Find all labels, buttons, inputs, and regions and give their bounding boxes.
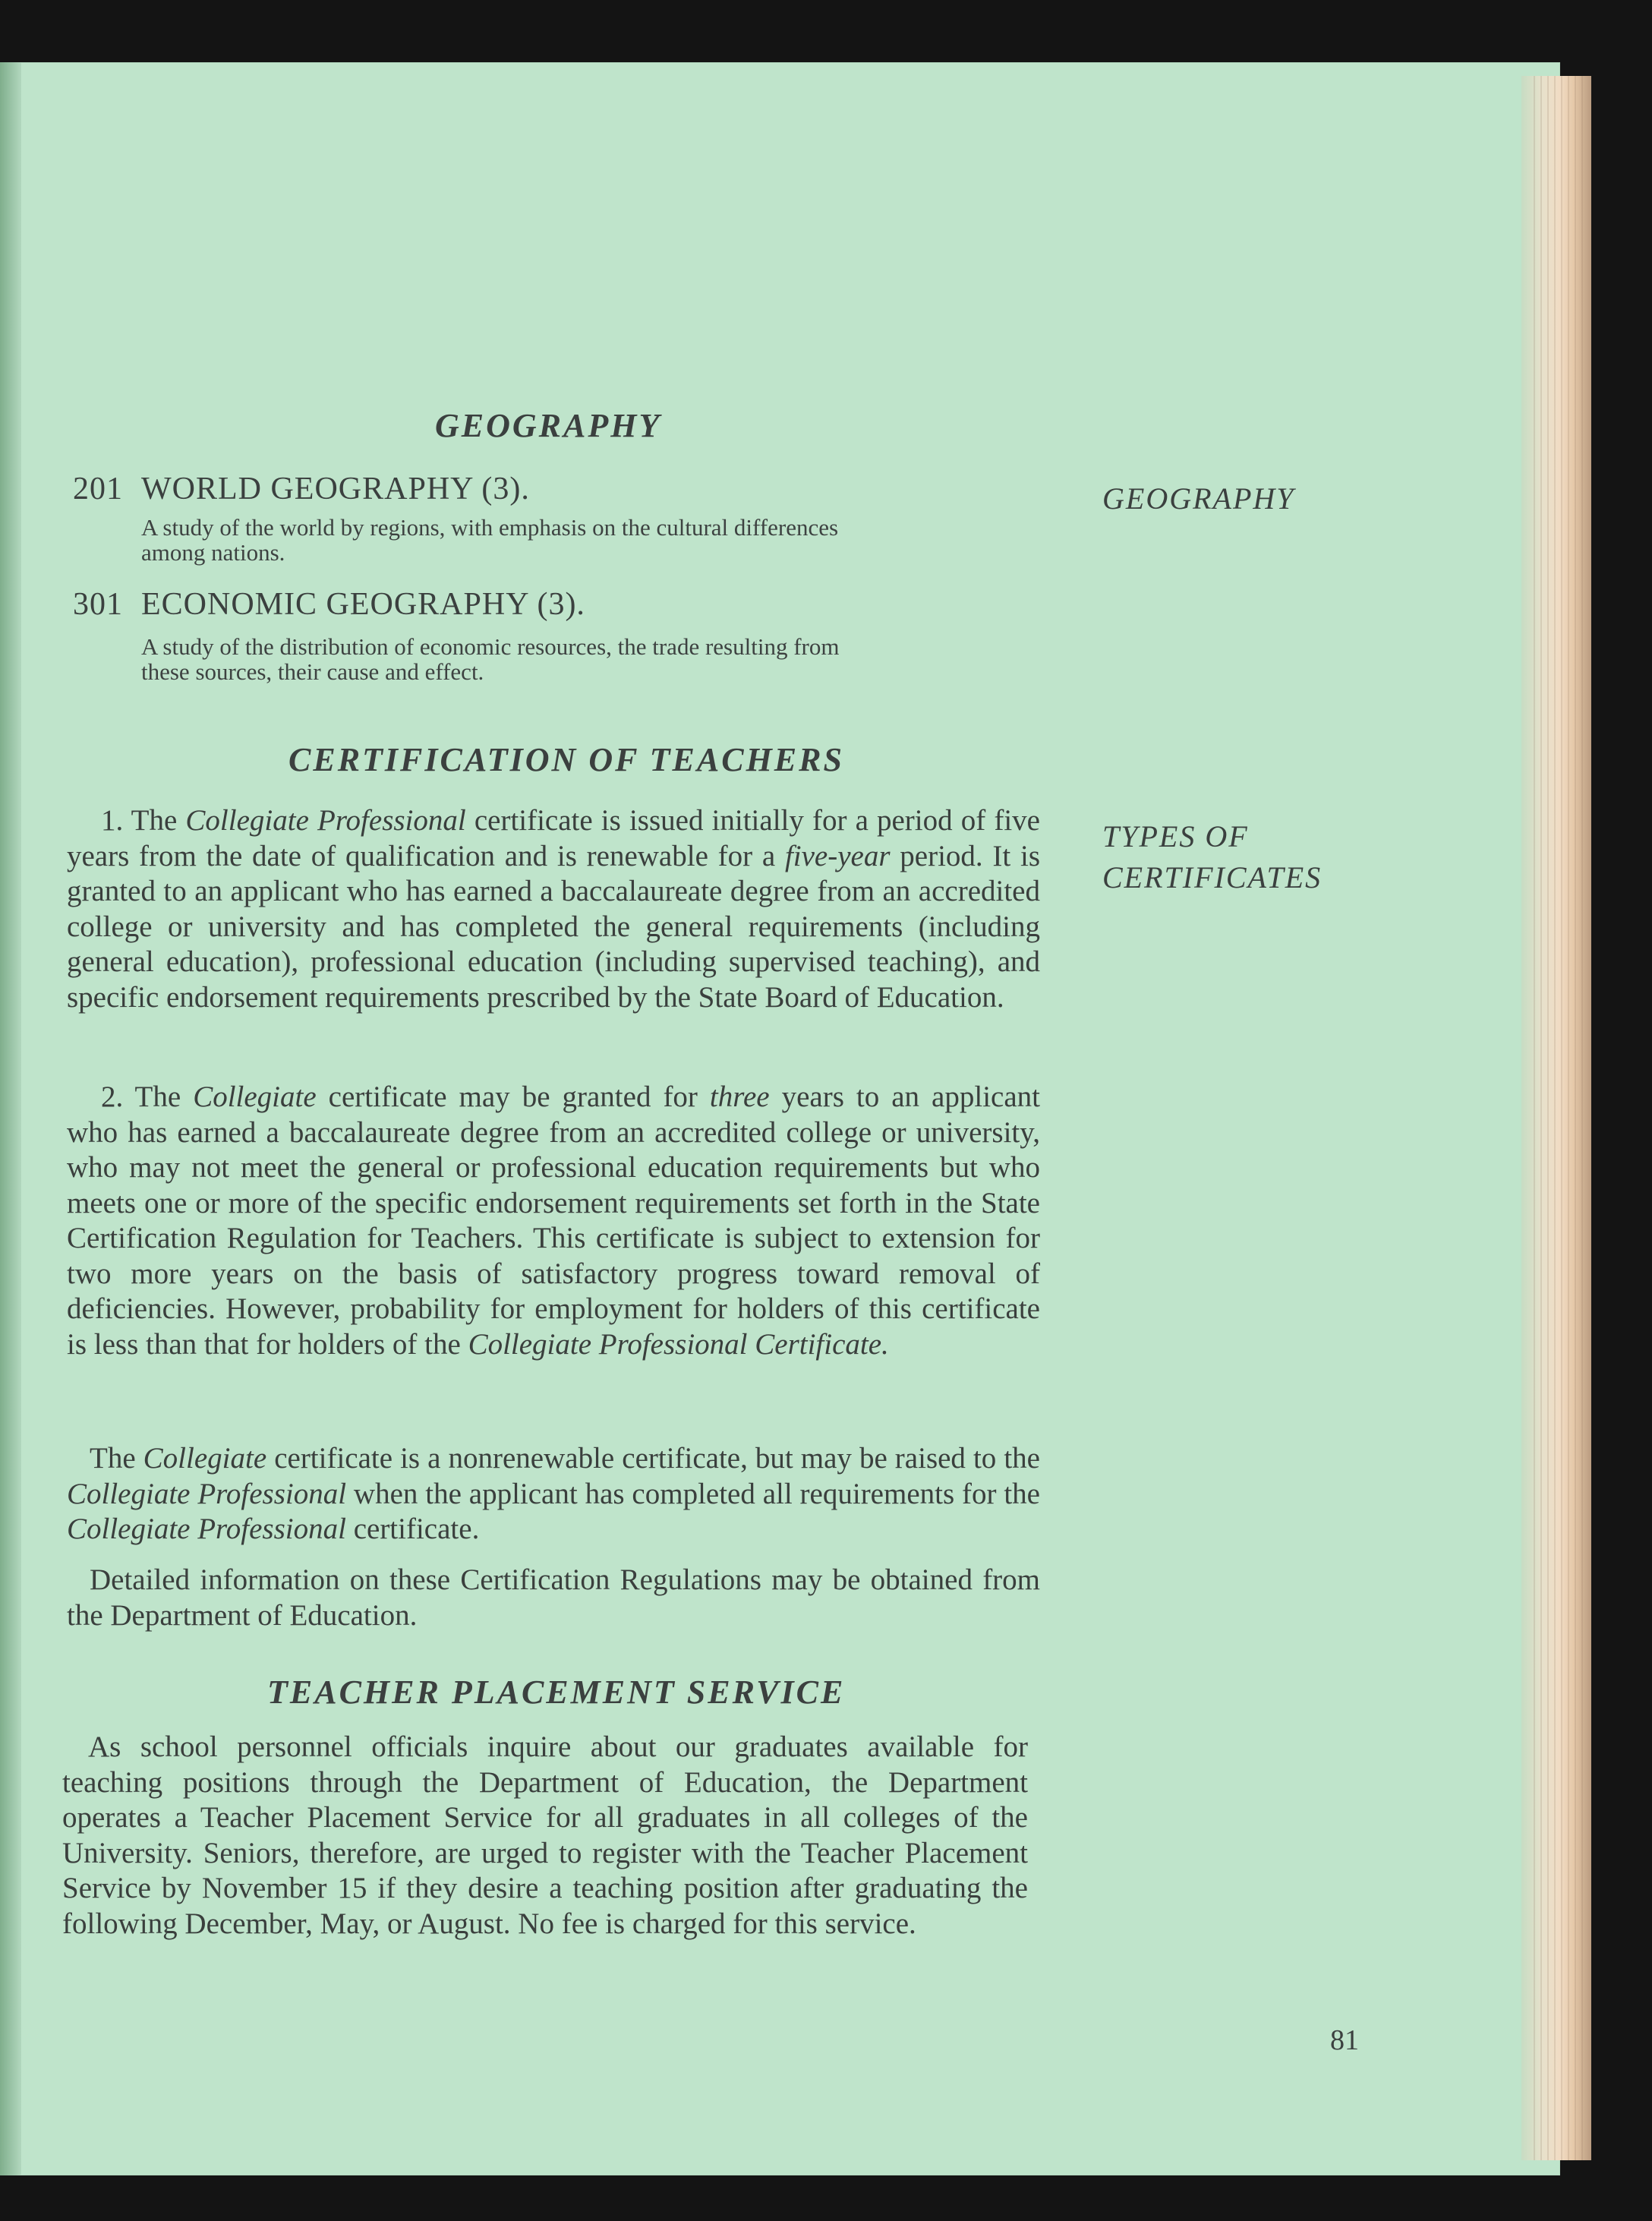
certification-paragraph-1: 1. The Collegiate Professional certificate is issued initially for a period of five years from the date of qualification and is renewable for a five-year period. It is granted to an applicant who has earned a baccalaureate degree from an accredited college or university and has completed the general requirements (including general education), professional education (including supervised teaching), and specific endorsement requirements prescribed by the State Board of Education. bbox=[67, 804, 1041, 1014]
margin-note-geography: GEOGRAPHY bbox=[1102, 481, 1295, 516]
margin-note-types-of-certificates: TYPES OF CERTIFICATES bbox=[1102, 819, 1323, 894]
course-number: 201 bbox=[73, 472, 123, 506]
certification-paragraph-2: 2. The Collegiate certificate may be granted for three years to an applicant who has earned a baccalaureate degree from an accredited college or university, who may not meet the general or professional education requirements but who meets one or more of the specific endorsement requirements set forth in the State Certification Regulation for Teachers. This certificate is subject to extension for two more years on the basis of satisfactory progress toward removal of deficiencies. However, probability for employment for holders of this certificate is less than that for holders of the Collegiate Professional Certificate. bbox=[67, 1081, 1040, 1361]
placement-paragraph: As school personnel officials inquire about our graduates available for teaching positions through the Department of Education, the Department operates a Teacher Placement Service for all graduates in all colleges of the University. Seniors, therefore, are urged to register with the Teacher Placement Service by November 15 if they desire a teaching position after graduating the following December, May, or August. No fee is charged for this service. bbox=[62, 1730, 1028, 1940]
certification-paragraph-3: The Collegiate certificate is a nonrenewable certificate, but may be raised to the Collegiate Professional when the applicant has completed all requirements for the Collegiate Professional certificate. bbox=[67, 1442, 1040, 1545]
course-title: ECONOMIC GEOGRAPHY (3). bbox=[141, 587, 585, 622]
certification-heading: CERTIFICATION OF TEACHERS bbox=[288, 741, 844, 778]
page-spine-shadow bbox=[0, 62, 21, 2175]
page-number: 81 bbox=[1330, 2024, 1359, 2056]
placement-heading: TEACHER PLACEMENT SERVICE bbox=[267, 1674, 846, 1711]
course-number: 301 bbox=[73, 587, 123, 622]
geography-heading: GEOGRAPHY bbox=[435, 407, 662, 444]
course-201-description: A study of the world by regions, with emphasis on the cultural differences among nations. bbox=[141, 514, 839, 566]
certification-paragraph-4: Detailed information on these Certification Regulations may be obtained from the Department of Education. bbox=[67, 1563, 1040, 1632]
course-301-title bbox=[73, 586, 585, 623]
page-edge-lines bbox=[1534, 76, 1587, 2160]
course-301-description: A study of the distribution of economic resources, the trade resulting from these sources, their cause and effect. bbox=[141, 633, 840, 685]
course-201-title bbox=[73, 471, 530, 507]
course-title: WORLD GEOGRAPHY (3). bbox=[141, 472, 530, 506]
